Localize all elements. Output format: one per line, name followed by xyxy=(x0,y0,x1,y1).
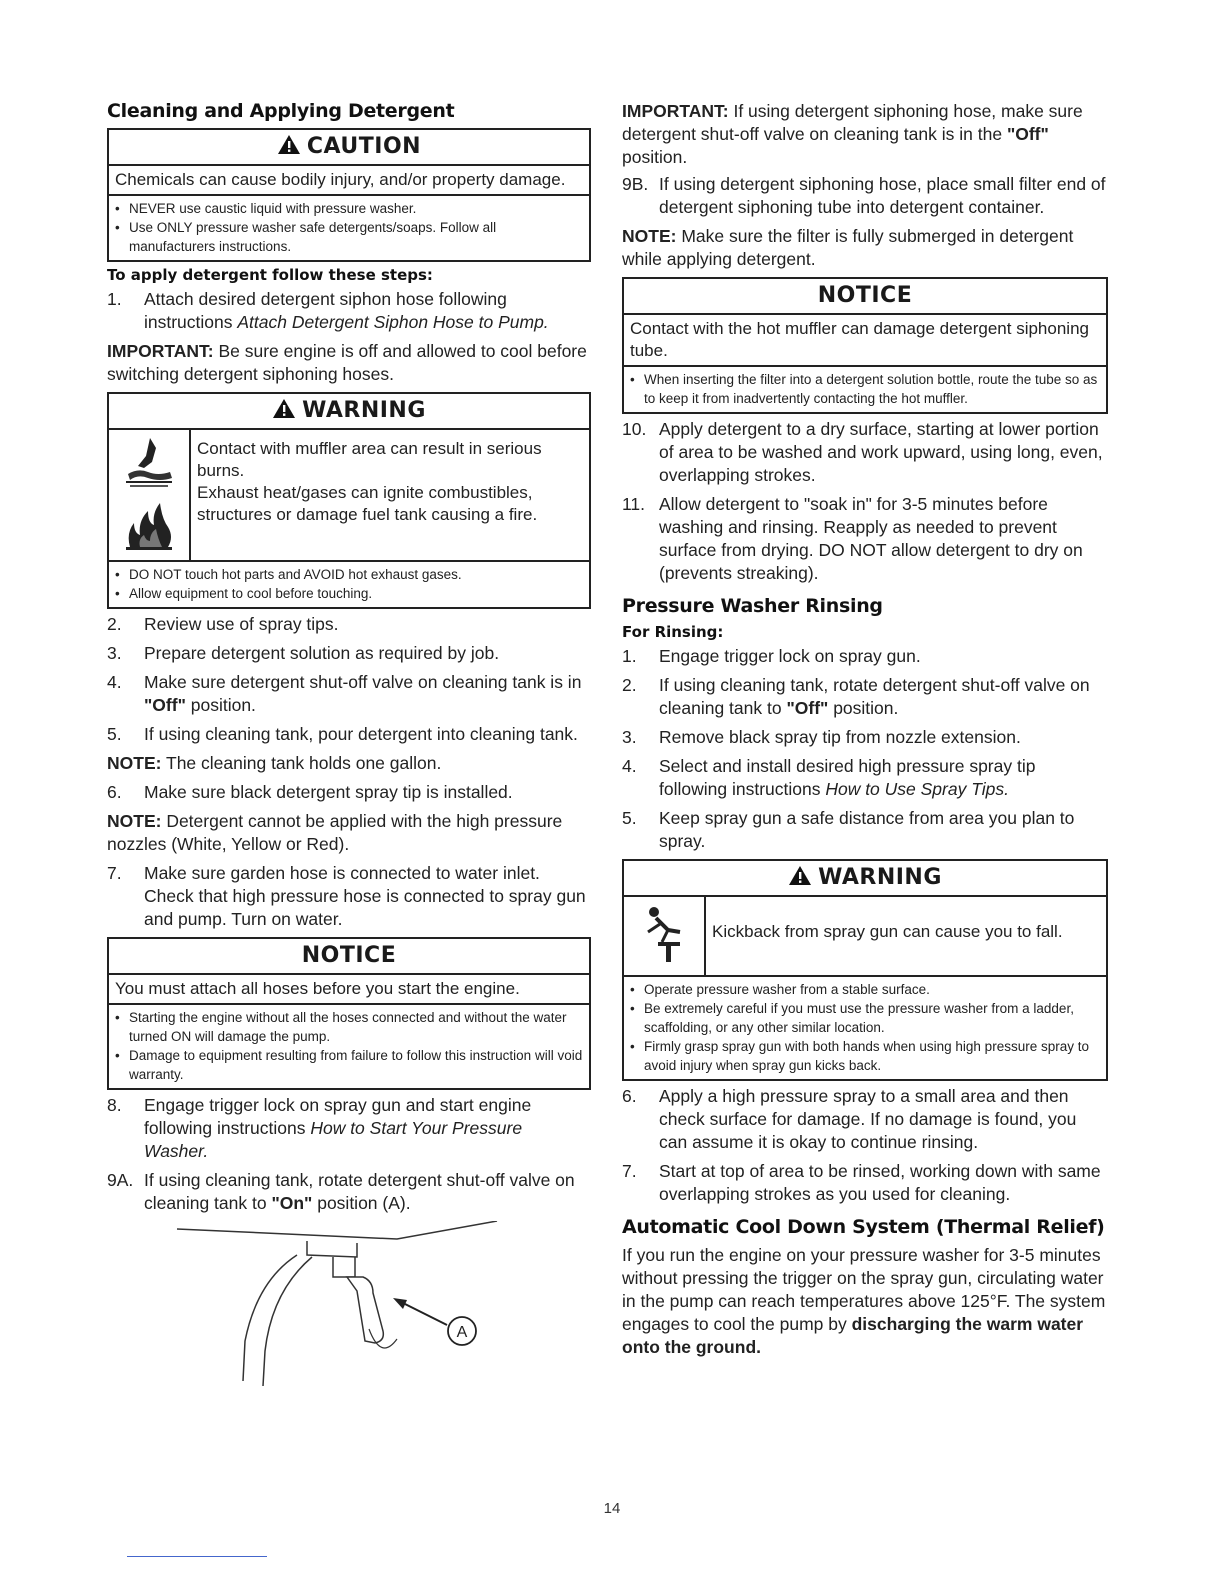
section-title-cooldown: Automatic Cool Down System (Thermal Relief) xyxy=(622,1216,1105,1238)
rinse-step-7: 7. Start at top of area to be rinsed, working down with same overlapping strokes as you used for cleaning. xyxy=(622,1161,1101,1204)
fall-hazard-icon xyxy=(636,904,692,969)
caution-message: Chemicals can cause bodily injury, and/or property damage. xyxy=(109,166,589,196)
diagram-callout-label: A xyxy=(456,1324,468,1341)
notice-box-muffler xyxy=(622,277,1108,414)
step-9a: 9A. If using cleaning tank, rotate detergent shut-off valve on cleaning tank to "On" position (A). xyxy=(107,1170,575,1213)
list-item: • Starting the engine without all the hoses connected and without the water turned ON will damage the pump. xyxy=(115,1008,583,1046)
step-8: 8. Engage trigger lock on spray gun and start engine following instructions How to Start Your Pressure Washer. xyxy=(107,1095,532,1161)
rinse-heading: For Rinsing: xyxy=(622,623,724,641)
list-item: • Damage to equipment resulting from failure to follow this instruction will void warranty. xyxy=(115,1046,583,1084)
warning-header: WARNING xyxy=(624,861,1106,897)
list-item: • DO NOT touch hot parts and AVOID hot exhaust gases. xyxy=(115,565,583,584)
rinse-step-5: 5. Keep spray gun a safe distance from area you plan to spray. xyxy=(622,808,1075,851)
rinse-step-6: 6. Apply a high pressure spray to a small area and then check surface for damage. If no damage is found, you can assume it is okay to continue rinsing. xyxy=(622,1086,1077,1152)
warning-triangle-icon xyxy=(788,863,812,897)
valve-diagram xyxy=(107,1221,591,1396)
step-4: 4. Make sure detergent shut-off valve on cleaning tank is in "Off" position. xyxy=(107,672,582,715)
left-column xyxy=(107,100,591,1396)
list-item: • Be extremely careful if you must use the pressure washer from a ladder, scaffolding, or any other similar location. xyxy=(630,999,1100,1037)
section-title-cleaning: Cleaning and Applying Detergent xyxy=(107,100,455,122)
cooldown-paragraph: If you run the engine on your pressure washer for 3-5 minutes without pressing the trigger on the spray gun, circulating water in the pump can reach temperatures above 125°F. The system engages to cool the pump by discharging the warm water onto the ground. xyxy=(622,1245,1106,1357)
rinse-step-1: 1. Engage trigger lock on spray gun. xyxy=(622,646,921,666)
note-3: NOTE: Make sure the filter is fully submerged in detergent while applying detergent. xyxy=(622,226,1074,269)
note-2: NOTE: Detergent cannot be applied with the high pressure nozzles (White, Yellow or Red). xyxy=(107,811,563,854)
important-note-1: IMPORTANT: Be sure engine is off and allowed to cool before switching detergent siphoning hoses. xyxy=(107,341,587,384)
warning-message-kickback: Kickback from spray gun can cause you to fall. xyxy=(712,922,1063,941)
notice-bullets xyxy=(109,1005,589,1088)
step-2: 2. Review use of spray tips. xyxy=(107,614,339,634)
list-item: • Allow equipment to cool before touching. xyxy=(115,584,583,603)
fire-icon xyxy=(120,493,178,556)
step-1: 1. Attach desired detergent siphon hose following instructions Attach Detergent Siphon Hose to Pump. xyxy=(107,289,549,332)
step-11: 11. Allow detergent to "soak in" for 3-5 minutes before washing and rinsing. Reapply as needed to prevent surface from drying. DO NOT allow detergent to dry on (prevents streaking). xyxy=(622,494,1083,583)
right-column xyxy=(622,100,1108,1365)
notice-box-hoses xyxy=(107,937,591,1090)
section-title-rinsing: Pressure Washer Rinsing xyxy=(622,595,883,617)
list-item: • When inserting the filter into a detergent solution bottle, route the tube so as to keep it from inadvertently contacting the hot muffler. xyxy=(630,370,1100,408)
burn-hand-icon xyxy=(120,434,178,493)
notice-header: NOTICE xyxy=(624,279,1106,315)
rinse-step-2: 2. If using cleaning tank, rotate detergent shut-off valve on cleaning tank to "Off" position. xyxy=(622,675,1090,718)
steps-heading: To apply detergent follow these steps: xyxy=(107,266,433,284)
rinse-step-3: 3. Remove black spray tip from nozzle extension. xyxy=(622,727,1021,747)
notice-header: NOTICE xyxy=(109,939,589,975)
important-note-2: IMPORTANT: If using detergent siphoning hose, make sure detergent shut-off valve on cleaning tank is in the "Off" position. xyxy=(622,101,1083,167)
note-1: NOTE: The cleaning tank holds one gallon. xyxy=(107,753,442,773)
warning-box-burns xyxy=(107,392,591,609)
caution-header: CAUTION xyxy=(109,130,589,166)
step-7: 7. Make sure garden hose is connected to water inlet. Check that high pressure hose is connected to spray gun and pump. Turn on water. xyxy=(107,863,586,929)
notice-message: You must attach all hoses before you start the engine. xyxy=(109,975,589,1005)
notice-message: Contact with the hot muffler can damage detergent siphoning tube. xyxy=(624,315,1106,367)
page-number: 14 xyxy=(603,1500,621,1517)
step-5: 5. If using cleaning tank, pour detergent into cleaning tank. xyxy=(107,724,578,744)
footer-rule xyxy=(127,1556,267,1557)
list-item: • NEVER use caustic liquid with pressure washer. xyxy=(115,199,583,218)
warning-bullets xyxy=(109,562,589,607)
warning-message-burns: Contact with muffler area can result in serious burns. xyxy=(197,439,542,480)
notice-bullets xyxy=(624,367,1106,412)
list-item: • Firmly grasp spray gun with both hands when using high pressure spray to avoid injury when spray gun kicks back. xyxy=(630,1037,1100,1075)
step-3: 3. Prepare detergent solution as required by job. xyxy=(107,643,500,663)
warning-header: WARNING xyxy=(109,394,589,430)
warning-box-kickback xyxy=(622,859,1108,1081)
warning-triangle-icon xyxy=(277,132,301,166)
step-10: 10. Apply detergent to a dry surface, starting at lower portion of area to be washed and work upward, using long, even, overlapping strokes. xyxy=(622,419,1103,485)
warning-message-fire: Exhaust heat/gases can ignite combustibles, structures or damage fuel tank causing a fire. xyxy=(197,483,538,524)
step-6: 6. Make sure black detergent spray tip is installed. xyxy=(107,782,513,802)
list-item: • Operate pressure washer from a stable surface. xyxy=(630,980,1100,999)
list-item: • Use ONLY pressure washer safe detergents/soaps. Follow all manufacturers instructions. xyxy=(115,218,583,256)
step-9b: 9B. If using detergent siphoning hose, place small filter end of detergent siphoning tube into detergent container. xyxy=(622,174,1106,217)
caution-box xyxy=(107,128,591,262)
rinse-step-4: 4. Select and install desired high pressure spray tip following instructions How to Use Spray Tips. xyxy=(622,756,1036,799)
caution-bullets xyxy=(109,196,589,260)
warning-bullets xyxy=(624,977,1106,1079)
warning-triangle-icon xyxy=(272,396,296,430)
